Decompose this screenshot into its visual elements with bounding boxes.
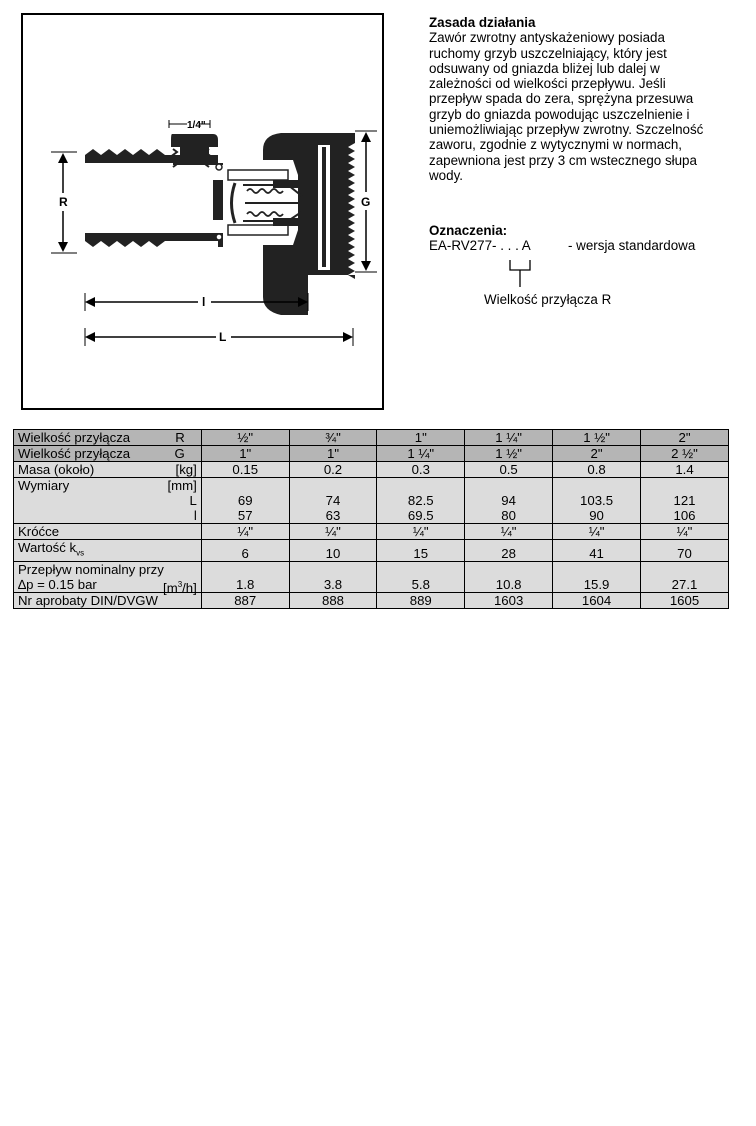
table-cell: 70 bbox=[641, 540, 729, 562]
table-cell: 5.8 bbox=[377, 561, 465, 592]
dim-l-label: l bbox=[193, 508, 197, 523]
table-cell: ¼" bbox=[641, 524, 729, 540]
table-cell: 0.3 bbox=[377, 462, 465, 478]
row-label: Nr aprobaty DIN/DVGW bbox=[14, 592, 202, 608]
table-cell: 0.8 bbox=[553, 462, 641, 478]
description-line: ruchomy grzyb uszczelniający, który jest bbox=[429, 45, 667, 61]
table-cell: 57 bbox=[237, 508, 253, 523]
row-unit: $[m^3/h]$ bbox=[163, 579, 197, 596]
bracket-label: Wielkość przyłącza R bbox=[484, 292, 612, 307]
table-cell: 103.5 bbox=[580, 493, 614, 508]
table-cell: 1 ½" bbox=[553, 430, 641, 446]
row-unit: [mm] bbox=[167, 478, 197, 493]
table-cell: 90 bbox=[589, 508, 604, 523]
description-line: zależności od wielkości przepływu. Jeśli bbox=[429, 76, 666, 92]
table-cell: 1" bbox=[201, 446, 289, 462]
table-cell: ¼" bbox=[377, 524, 465, 540]
table-cell: 74 bbox=[325, 493, 341, 508]
valve-cross-section-drawing bbox=[23, 15, 386, 412]
table-cell: 69 bbox=[237, 493, 253, 508]
table-cell: 10.8 bbox=[465, 561, 553, 592]
table-cell: 889 bbox=[377, 592, 465, 608]
row-label: Przepływ nominalny przy bbox=[18, 561, 164, 577]
table-cell: ¼" bbox=[201, 524, 289, 540]
table-cell: 1605 bbox=[641, 592, 729, 608]
table-cell: ¼" bbox=[289, 524, 377, 540]
designation-section bbox=[429, 223, 749, 307]
table-row bbox=[14, 462, 729, 478]
description-line: przepływ spada do zera, sprężyna przesuwa bbox=[429, 91, 694, 107]
table-cell: 1.8 bbox=[201, 561, 289, 592]
row-label: Króćce bbox=[14, 524, 202, 540]
table-cell: 1" bbox=[377, 430, 465, 446]
description-line: odsuwany od gniazda bliżej lub dalej w bbox=[429, 60, 660, 76]
table-cell: 3.8 bbox=[289, 561, 377, 592]
table-cell: 1 ¼" bbox=[465, 430, 553, 446]
table-cell: 1.4 bbox=[641, 462, 729, 478]
description-line: wody. bbox=[429, 167, 463, 183]
L-large-label: L bbox=[219, 330, 227, 344]
table-row bbox=[14, 524, 729, 540]
quarter-inch-label: 1/4" bbox=[187, 120, 206, 131]
l-small-label: l bbox=[202, 295, 206, 309]
table-cell: 82.5 bbox=[407, 493, 434, 508]
table-cell: 15 bbox=[377, 540, 465, 562]
variant-description: - wersja standardowa bbox=[568, 238, 696, 254]
row-label: Wymiary bbox=[18, 478, 70, 493]
g-dimension bbox=[355, 131, 377, 272]
table-cell: ¾" bbox=[289, 430, 377, 446]
table-cell: 1 ½" bbox=[465, 446, 553, 462]
table-row bbox=[14, 540, 729, 562]
row-label: Masa (około) bbox=[18, 462, 95, 477]
table-cell: ¼" bbox=[465, 524, 553, 540]
dim-L-label: L bbox=[189, 493, 197, 508]
table-cell: 2" bbox=[641, 430, 729, 446]
table-cell: 1" bbox=[289, 446, 377, 462]
table-cell: 41 bbox=[553, 540, 641, 562]
table-cell: 0.15 bbox=[201, 462, 289, 478]
description-line: grzyb do gniazda powodując uszczelnienie i bbox=[429, 106, 690, 122]
L-dimension bbox=[85, 328, 353, 346]
order-code: EA-RV277- . . . A bbox=[429, 238, 531, 254]
table-cell: 6 bbox=[201, 540, 289, 562]
row-unit: [kg] bbox=[175, 462, 197, 477]
table-cell: 887 bbox=[201, 592, 289, 608]
valve-diagram bbox=[21, 13, 384, 410]
row-label-subscript: vs bbox=[76, 548, 85, 558]
quarter-inch-dimension bbox=[169, 120, 210, 131]
operating-principle bbox=[429, 15, 739, 183]
table-cell: 69.5 bbox=[407, 508, 434, 523]
table-cell: 1603 bbox=[465, 592, 553, 608]
table-cell: 1604 bbox=[553, 592, 641, 608]
table-cell: 0.2 bbox=[289, 462, 377, 478]
description-line: zapewniona jest przy 3 cm wstecznego słupa bbox=[429, 152, 697, 168]
table-cell: 2" bbox=[553, 446, 641, 462]
row-label: Wielkość przyłącza bbox=[18, 446, 131, 461]
row-unit: G bbox=[174, 446, 185, 461]
operating-principle-text bbox=[429, 30, 739, 183]
table-cell: 121 bbox=[673, 493, 696, 508]
table-cell: 80 bbox=[501, 508, 516, 523]
table-row bbox=[14, 446, 729, 462]
table-cell: 2 ½" bbox=[641, 446, 729, 462]
table-cell: 888 bbox=[289, 592, 377, 608]
row-label: Wartość k bbox=[18, 540, 77, 555]
table-row bbox=[14, 592, 729, 608]
r-dimension bbox=[51, 152, 77, 253]
table-cell: 10 bbox=[289, 540, 377, 562]
table-cell: 106 bbox=[673, 508, 696, 523]
operating-principle-heading: Zasada działania bbox=[429, 15, 536, 30]
table-row-dimensions bbox=[14, 478, 729, 524]
table-cell: 0.5 bbox=[465, 462, 553, 478]
description-line: uniemożliwiając przepływ zwrotny. Szczelność bbox=[429, 122, 704, 138]
g-label: G bbox=[361, 195, 371, 209]
description-line: Zawór zwrotny antyskażeniowy posiada bbox=[429, 30, 665, 46]
row-unit: R bbox=[175, 430, 185, 445]
table-row-flow bbox=[14, 561, 729, 592]
description-line: zaworu, zgodnie z wytycznymi w normach, bbox=[429, 137, 683, 153]
table-cell: 1 ¼" bbox=[377, 446, 465, 462]
table-cell: 15.9 bbox=[553, 561, 641, 592]
bracket-icon bbox=[509, 259, 531, 289]
r-label: R bbox=[59, 195, 68, 209]
row-label: ∆p = 0.15 bar bbox=[18, 576, 97, 592]
table-cell: 28 bbox=[465, 540, 553, 562]
designation-heading: Oznaczenia: bbox=[429, 223, 508, 238]
table-cell: ¼" bbox=[553, 524, 641, 540]
table-cell: ½" bbox=[201, 430, 289, 446]
table-cell: 94 bbox=[501, 493, 516, 508]
table-cell: 27.1 bbox=[641, 561, 729, 592]
table-cell: 63 bbox=[325, 508, 341, 523]
table-row bbox=[14, 430, 729, 446]
specifications-table bbox=[13, 429, 729, 609]
row-label: Wielkość przyłącza bbox=[18, 430, 131, 445]
